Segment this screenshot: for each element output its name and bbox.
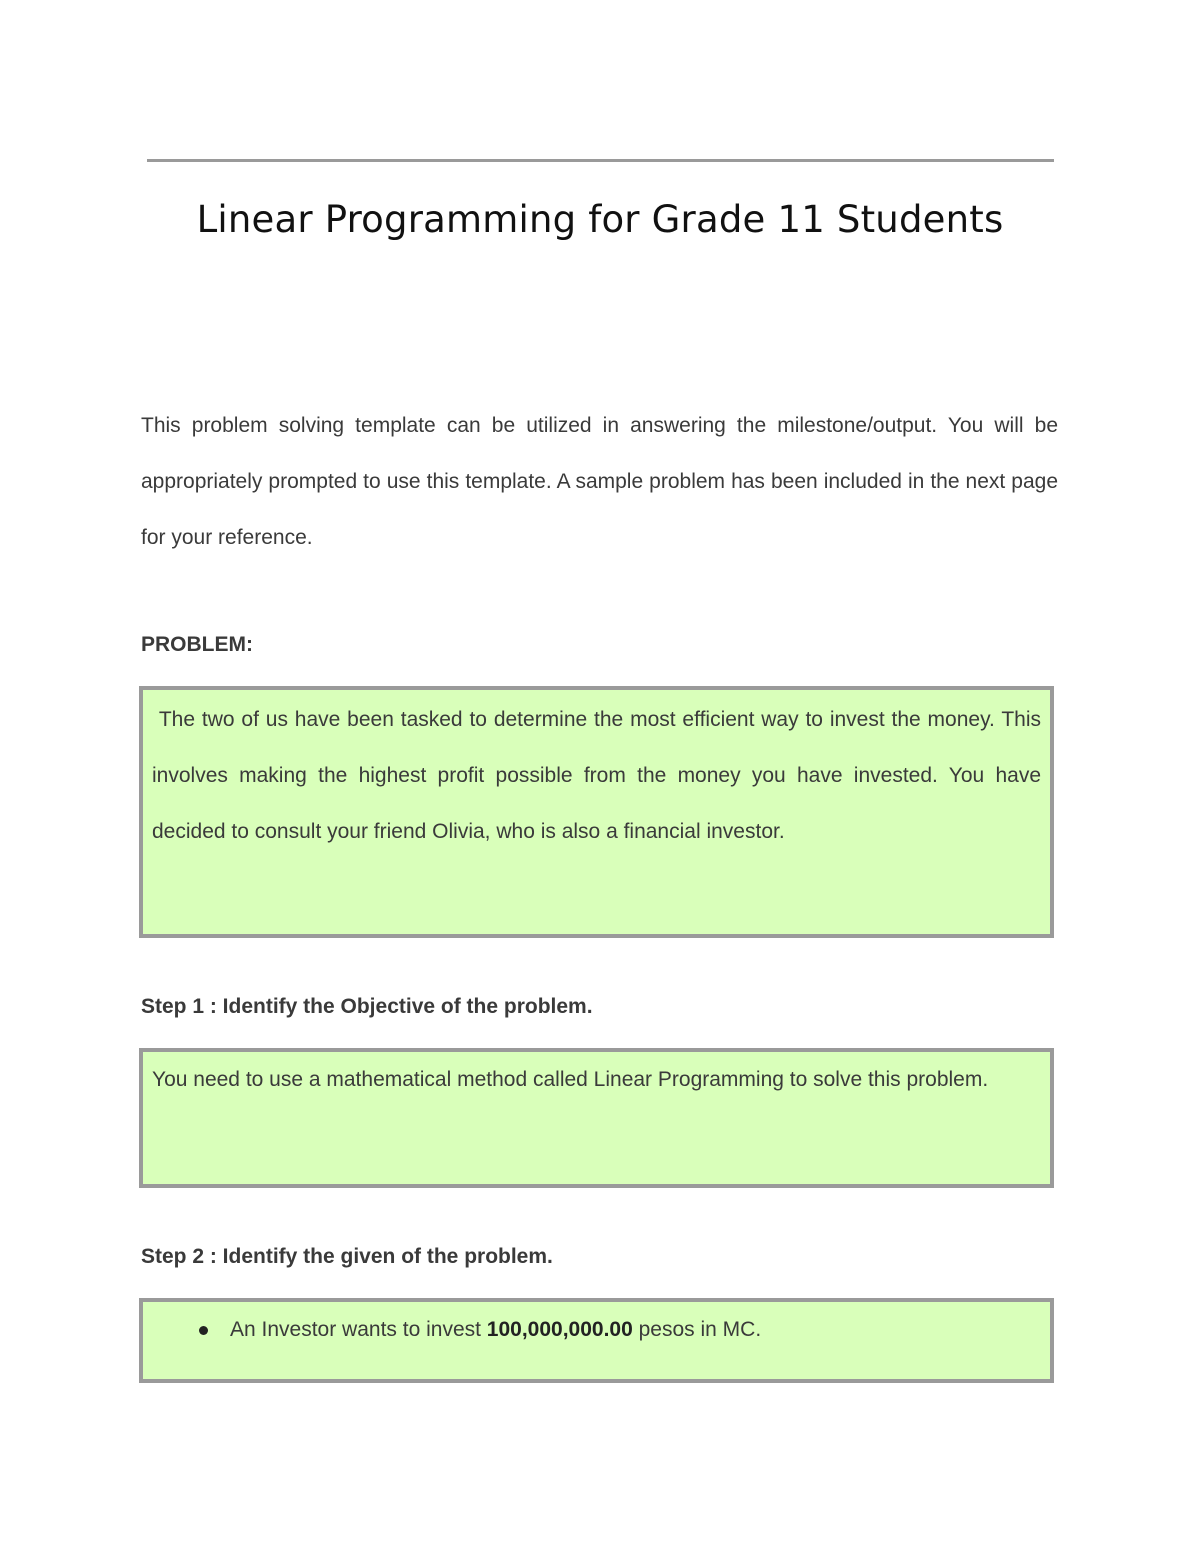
header-rule xyxy=(147,159,1054,162)
givens-list xyxy=(152,1302,1041,1358)
given-text-before: An Investor wants to invest xyxy=(230,1318,487,1341)
step1-text: You need to use a mathematical method called Linear Programming to solve this problem. xyxy=(152,1068,989,1091)
given-amount: 100,000,000.00 xyxy=(486,1318,633,1341)
bullet-icon xyxy=(199,1326,208,1335)
problem-box xyxy=(139,686,1054,938)
document-title: Linear Programming for Grade 11 Students xyxy=(196,198,1004,241)
given-item xyxy=(230,1302,1041,1358)
step2-label: Step 2 : Identify the given of the problem. xyxy=(141,1245,553,1268)
problem-text: The two of us have been tasked to determine the most efficient way to invest the money. This involves making the highest profit possible from the money you have invested. You have decided to consult your friend Olivia, who is also a financial investor. xyxy=(152,708,1047,843)
problem-label: PROBLEM: xyxy=(141,633,253,656)
step1-box xyxy=(139,1048,1054,1188)
given-text-after: pesos in MC. xyxy=(632,1318,762,1341)
step1-label: Step 1 : Identify the Objective of the problem. xyxy=(141,995,593,1018)
intro-paragraph: This problem solving template can be utilized in answering the milestone/output. You will be appropriately prompted to use this template. A sample problem has been included in the next page for your reference. xyxy=(141,414,1058,549)
step2-box xyxy=(139,1298,1054,1383)
